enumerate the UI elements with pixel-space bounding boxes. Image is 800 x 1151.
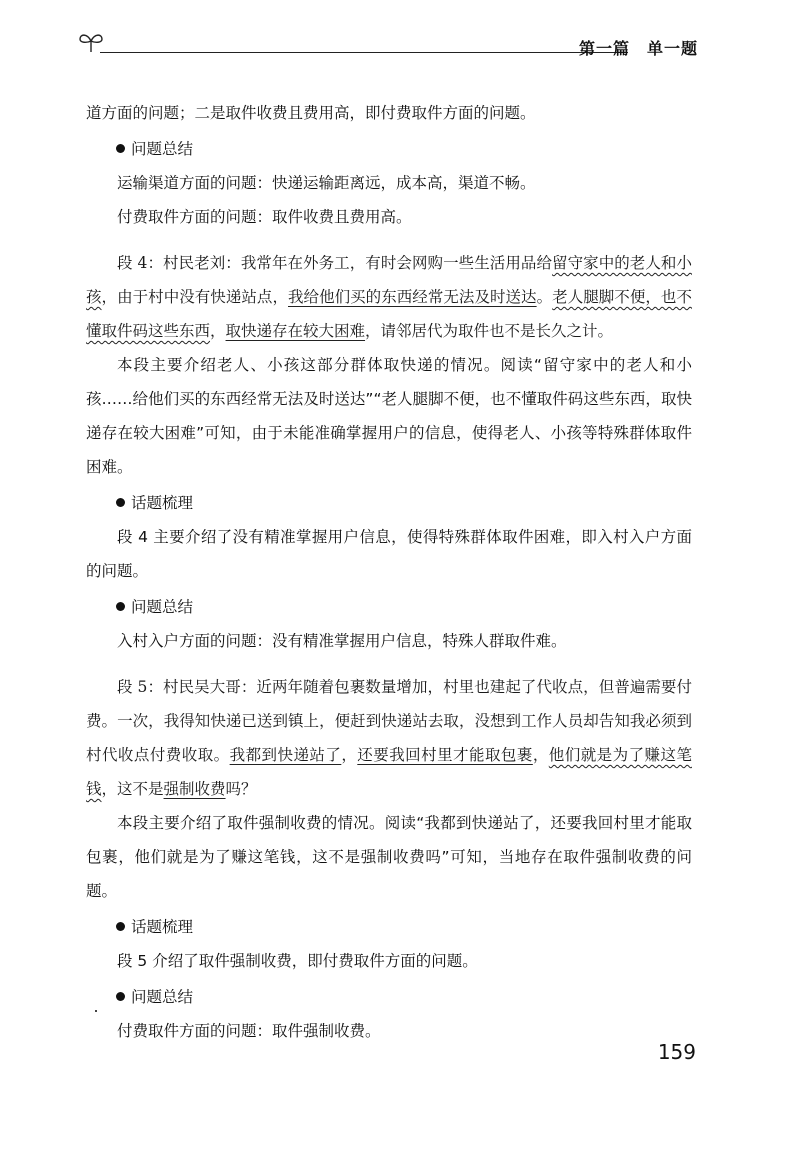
bullet-heading: 问题总结 [86, 590, 692, 624]
topic-paragraph: 段 4 主要介绍了没有精准掌握用户信息，使得特殊群体取件困难，即入村入户方面的问题。 [86, 528, 692, 580]
bullet-heading: 问题总结 [86, 132, 692, 166]
underlined-text: 我都到快递站了 [229, 746, 342, 764]
summary-line: 入村入户方面的问题：没有精准掌握用户信息，特殊人群取件难。 [117, 632, 567, 650]
bullet-dot-icon [116, 922, 125, 931]
page-number: 159 [657, 1040, 696, 1064]
summary-line: 付费取件方面的问题：取件收费且费用高。 [117, 208, 412, 226]
bullet-heading: 话题梳理 [86, 910, 692, 944]
bullet-dot-icon [116, 498, 125, 507]
analysis-paragraph: 本段主要介绍老人、小孩这部分群体取快递的情况。阅读“留守家中的老人和小孩……给他们买的东西经常无法及时送达”“老人腿脚不便，也不懂取件码这些东西，取快递存在较大困难”可知，由于未能准确掌握用户的信息，使得老人、小孩等特殊群体取件困难。 [86, 356, 692, 476]
header-title: 第一篇 单一题 [578, 39, 698, 58]
bullet-heading: 问题总结 [86, 980, 692, 1014]
page-header [78, 26, 698, 66]
bullet-dot-icon [116, 602, 125, 611]
wavy-underline-text: 留守家中的老人和小孩 [86, 254, 692, 306]
wavy-underline-text: 他们就是为了赚这笔钱 [86, 746, 692, 798]
wavy-underline-text: 老人腿脚不便，也不懂取件码这些东西 [86, 288, 692, 340]
analysis-paragraph: 本段主要介绍了取件强制收费的情况。阅读“我都到快递站了，还要我回村里才能取包裹，他们就是为了赚这笔钱，这不是强制收费吗”可知，当地存在取件强制收费的问题。 [86, 814, 692, 900]
sprout-icon [78, 30, 104, 54]
underlined-text: 还要我回村里才能取包裹 [357, 746, 533, 764]
summary-line: 运输渠道方面的问题：快递运输距离远，成本高，渠道不畅。 [117, 174, 536, 192]
scan-speck [95, 1010, 97, 1012]
summary-line: 付费取件方面的问题：取件强制收费。 [117, 1022, 381, 1040]
paragraph-continuation: 道方面的问题；二是取件收费且费用高，即付费取件方面的问题。 [86, 104, 536, 122]
quote-paragraph-5: 段 5：村民吴大哥：近两年随着包裹数量增加，村里也建起了代收点，但普遍需要付费。一次，我得知快递已送到镇上，便赶到快递站去取，没想到工作人员却告知我必须到村代收点付费收取。我都到快递站了，还要我回村里才能取包裹，他们就是为了赚这笔钱，这不是强制收费吗？ [86, 678, 692, 798]
header-rule [100, 52, 628, 53]
underlined-text: 强制收费 [163, 780, 226, 798]
bullet-heading: 话题梳理 [86, 486, 692, 520]
bullet-dot-icon [116, 992, 125, 1001]
page-body [86, 96, 692, 1048]
underlined-text: 我给他们买的东西经常无法及时送达 [288, 288, 537, 306]
underlined-text: 取快递存在较大困难 [225, 322, 366, 340]
quote-paragraph-4: 段 4：村民老刘：我常年在外务工，有时会网购一些生活用品给留守家中的老人和小孩，由于村中没有快递站点，我给他们买的东西经常无法及时送达。老人腿脚不便，也不懂取件码这些东西，取快递存在较大困难，请邻居代为取件也不是长久之计。 [86, 254, 692, 340]
topic-paragraph: 段 5 介绍了取件强制收费，即付费取件方面的问题。 [117, 952, 478, 970]
bullet-dot-icon [116, 144, 125, 153]
